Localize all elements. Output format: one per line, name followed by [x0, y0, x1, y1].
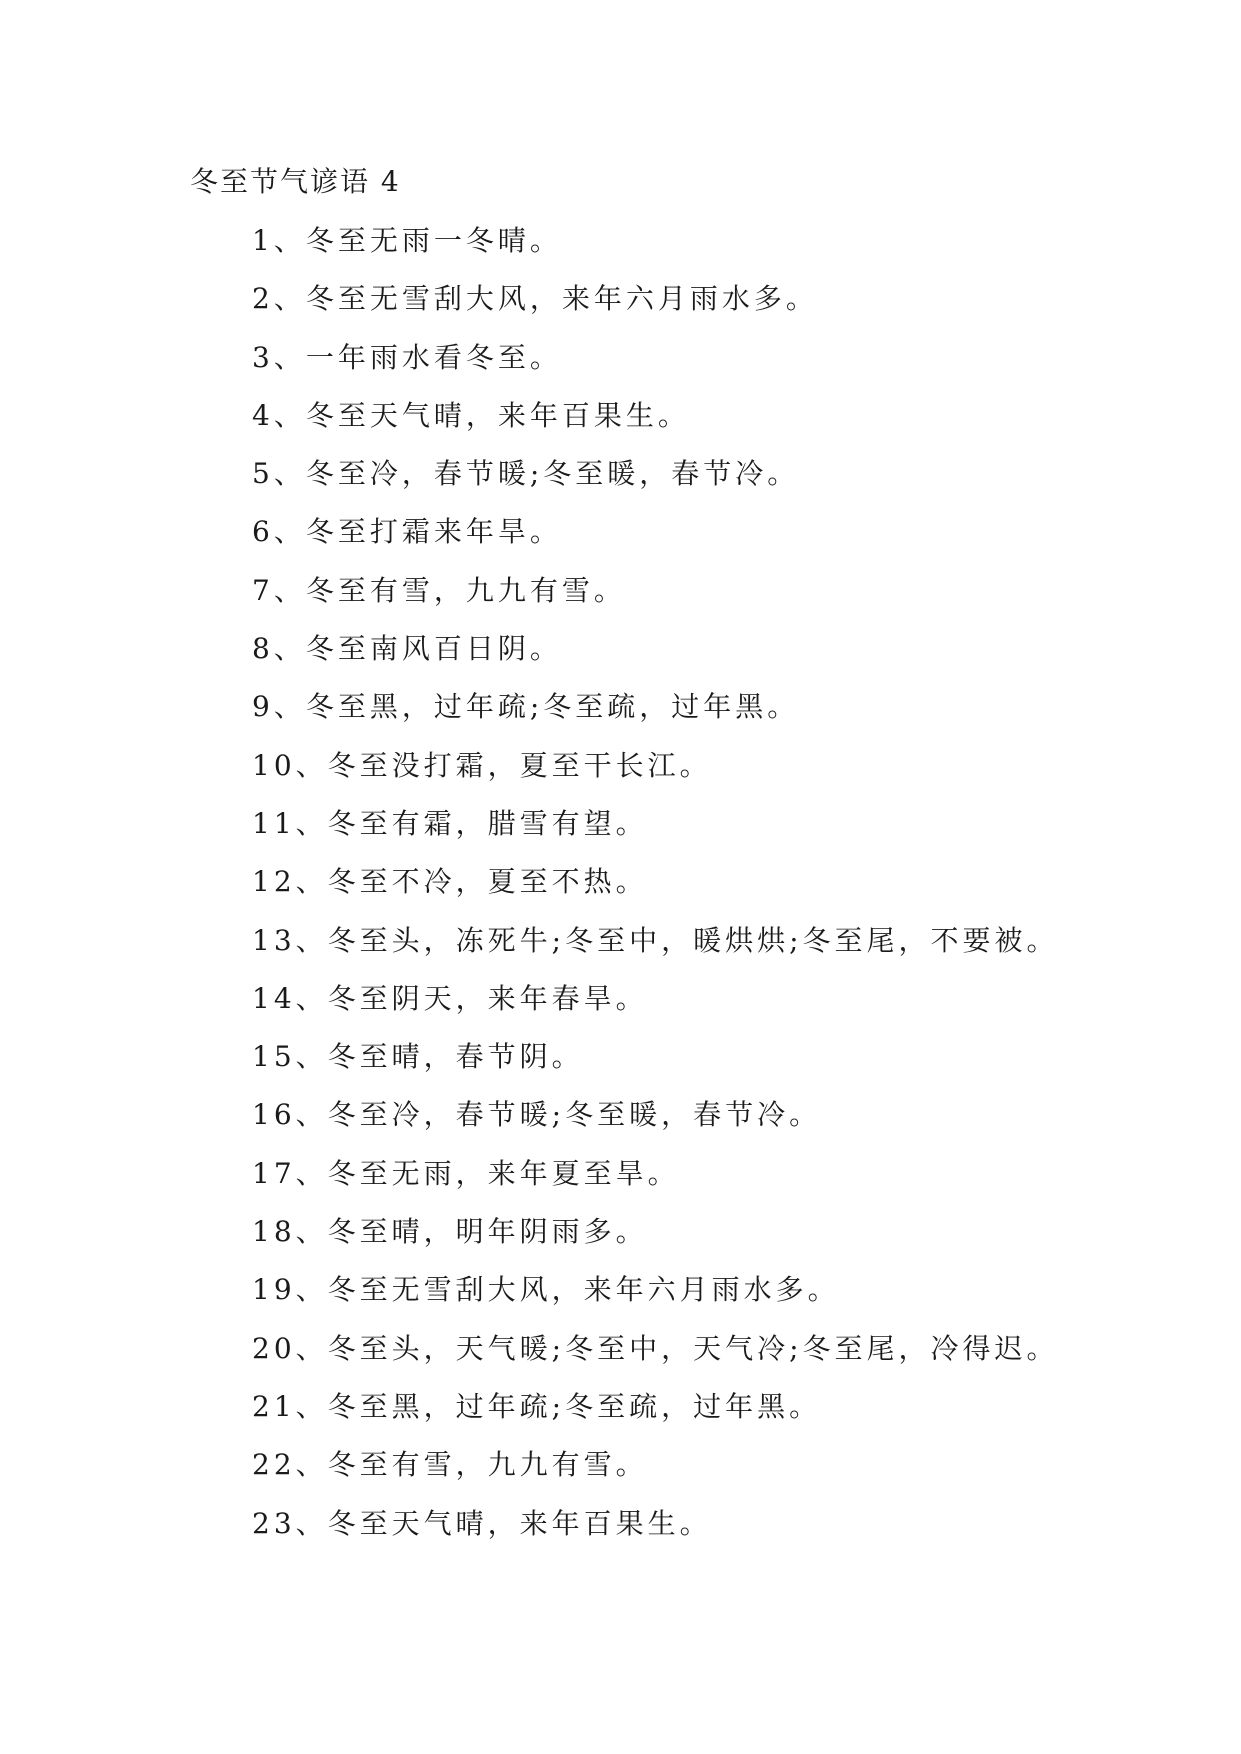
list-item: 9、冬至黑，过年疏;冬至疏，过年黑。 [252, 690, 800, 724]
list-item: 16、冬至冷，春节暖;冬至暖，春节冷。 [252, 1098, 822, 1132]
list-item: 18、冬至晴，明年阴雨多。 [252, 1215, 648, 1249]
proverb-list [252, 220, 1059, 1561]
list-item: 21、冬至黑，过年疏;冬至疏，过年黑。 [252, 1389, 822, 1423]
list-item: 1、冬至无雨一冬晴。 [252, 224, 562, 257]
list-item: 3、一年雨水看冬至。 [252, 340, 562, 374]
list-item: 13、冬至头，冻死牛;冬至中，暖烘烘;冬至尾，不要被。 [252, 923, 1059, 957]
list-item: 20、冬至头，天气暖;冬至中，天气冷;冬至尾，冷得迟。 [252, 1331, 1059, 1365]
list-item: 5、冬至冷，春节暖;冬至暖，春节冷。 [252, 457, 800, 491]
list-item: 14、冬至阴天，来年春旱。 [252, 981, 648, 1015]
list-item: 19、冬至无雪刮大风，来年六月雨水多。 [252, 1273, 840, 1307]
list-item: 23、冬至天气晴，来年百果生。 [252, 1506, 712, 1540]
list-item: 12、冬至不冷，夏至不热。 [252, 865, 648, 899]
document-title: 冬至节气谚语 4 [190, 165, 401, 198]
list-item: 15、冬至晴，春节阴。 [252, 1040, 584, 1074]
list-item: 10、冬至没打霜，夏至干长江。 [252, 748, 712, 782]
list-item: 22、冬至有雪，九九有雪。 [252, 1448, 648, 1482]
list-item: 2、冬至无雪刮大风，来年六月雨水多。 [252, 282, 818, 316]
list-item: 17、冬至无雨，来年夏至旱。 [252, 1156, 680, 1190]
list-item: 4、冬至天气晴，来年百果生。 [252, 398, 690, 432]
list-item: 7、冬至有雪，九九有雪。 [252, 573, 626, 607]
list-item: 6、冬至打霜来年旱。 [252, 515, 562, 549]
list-item: 8、冬至南风百日阴。 [252, 632, 562, 666]
list-item: 11、冬至有霜，腊雪有望。 [252, 806, 648, 840]
